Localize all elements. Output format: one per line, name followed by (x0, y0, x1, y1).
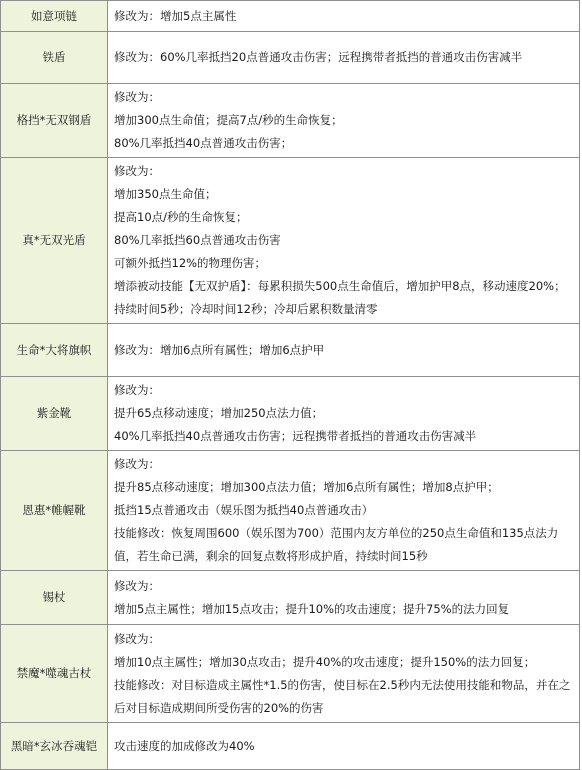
table-row (1, 158, 580, 324)
table-row (1, 84, 580, 158)
item-name-cell: 禁魔*噬魂古杖 (1, 625, 108, 723)
description-line: 80%几率抵挡40点普通攻击伤害； (114, 136, 293, 150)
description-line: 修改为： (114, 457, 160, 471)
item-description-cell (108, 324, 580, 377)
description-line: 40%几率抵挡40点普通攻击伤害；远程携带者抵挡的普通攻击伤害减半 (114, 429, 477, 443)
table-row (1, 451, 580, 571)
item-name-cell: 生命*大将旗帜 (1, 324, 108, 377)
item-description-cell (108, 723, 580, 770)
item-description-cell (108, 158, 580, 324)
description-line: 攻击速度的加成修改为40% (114, 738, 255, 753)
description-line: 技能修改：恢复周围600（娱乐图为700）范围内友方单位的250点生命值和135点法力值，若生命已满，剩余的回复点数将形成护盾，持续时间15秒 (114, 526, 559, 563)
table-row (1, 1, 580, 32)
item-name-cell: 如意项链 (1, 1, 108, 32)
description-line: 增加300点生命值；提高7点/秒的生命恢复； (114, 113, 343, 127)
item-description-cell (108, 84, 580, 158)
description-line: 提升65点移动速度；增加250点法力值； (114, 406, 324, 420)
description-line: 增加5点主属性；增加15点攻击；提升10%的攻击速度；提升75%的法力回复 (114, 601, 510, 616)
table-row (1, 571, 580, 625)
description-line: 增加350点生命值； (114, 187, 217, 201)
description-line: 增加10点主属性；增加30点攻击；提升40%的攻击速度；提升150%的法力回复； (114, 654, 536, 669)
item-description-cell (108, 1, 580, 32)
item-description-cell (108, 32, 580, 84)
description-line: 抵挡15点普通攻击（娱乐图为抵挡40点普通攻击） (114, 503, 374, 517)
item-description-cell (108, 571, 580, 625)
table-row (1, 32, 580, 84)
description-line: 修改为：增加5点主属性 (114, 8, 237, 23)
description-line: 80%几率抵挡60点普通攻击伤害 (114, 233, 281, 247)
description-line: 修改为：60%几率抵挡20点普通攻击伤害；远程携带者抵挡的普通攻击伤害减半 (114, 50, 523, 64)
item-description-cell (108, 625, 580, 723)
description-line: 技能修改：对目标造成主属性*1.5的伤害，使目标在2.5秒内无法使用技能和物品，并在之后对目标造成期间所受伤害的20%的伤害 (114, 677, 571, 715)
description-line: 提升85点移动速度；增加300点法力值；增加6点所有属性；增加8点护甲； (114, 480, 499, 494)
table-row (1, 625, 580, 723)
description-line: 修改为： (114, 383, 160, 397)
table-row (1, 723, 580, 770)
description-line: 修改为： (114, 90, 160, 104)
table-row (1, 324, 580, 377)
description-line: 增添被动技能【无双护盾】：每累积损失500点生命值后，增加护甲8点，移动速度20%；持续时间5秒；冷却时间12秒；冷却后累积数量清零 (114, 279, 566, 316)
item-name-cell: 锡杖 (1, 571, 108, 625)
description-line: 修改为： (114, 631, 160, 646)
description-line: 可额外抵挡12%的物理伤害； (114, 256, 267, 270)
item-name-cell: 恩惠*帷幄靴 (1, 451, 108, 571)
table-row (1, 377, 580, 451)
item-description-cell (108, 451, 580, 571)
item-name-cell: 格挡*无双钢盾 (1, 84, 108, 158)
description-line: 修改为： (114, 578, 160, 593)
item-description-cell (108, 377, 580, 451)
description-line: 提高10点/秒的生命恢复； (114, 210, 248, 224)
description-line: 修改为：增加6点所有属性；增加6点护甲 (114, 342, 325, 357)
item-name-cell: 紫金靴 (1, 377, 108, 451)
item-name-cell: 黑暗*玄冰吞魂铠 (1, 723, 108, 770)
item-name-cell: 铁盾 (1, 32, 108, 84)
item-name-cell: 真*无双光盾 (1, 158, 108, 324)
description-line: 修改为： (114, 164, 160, 178)
